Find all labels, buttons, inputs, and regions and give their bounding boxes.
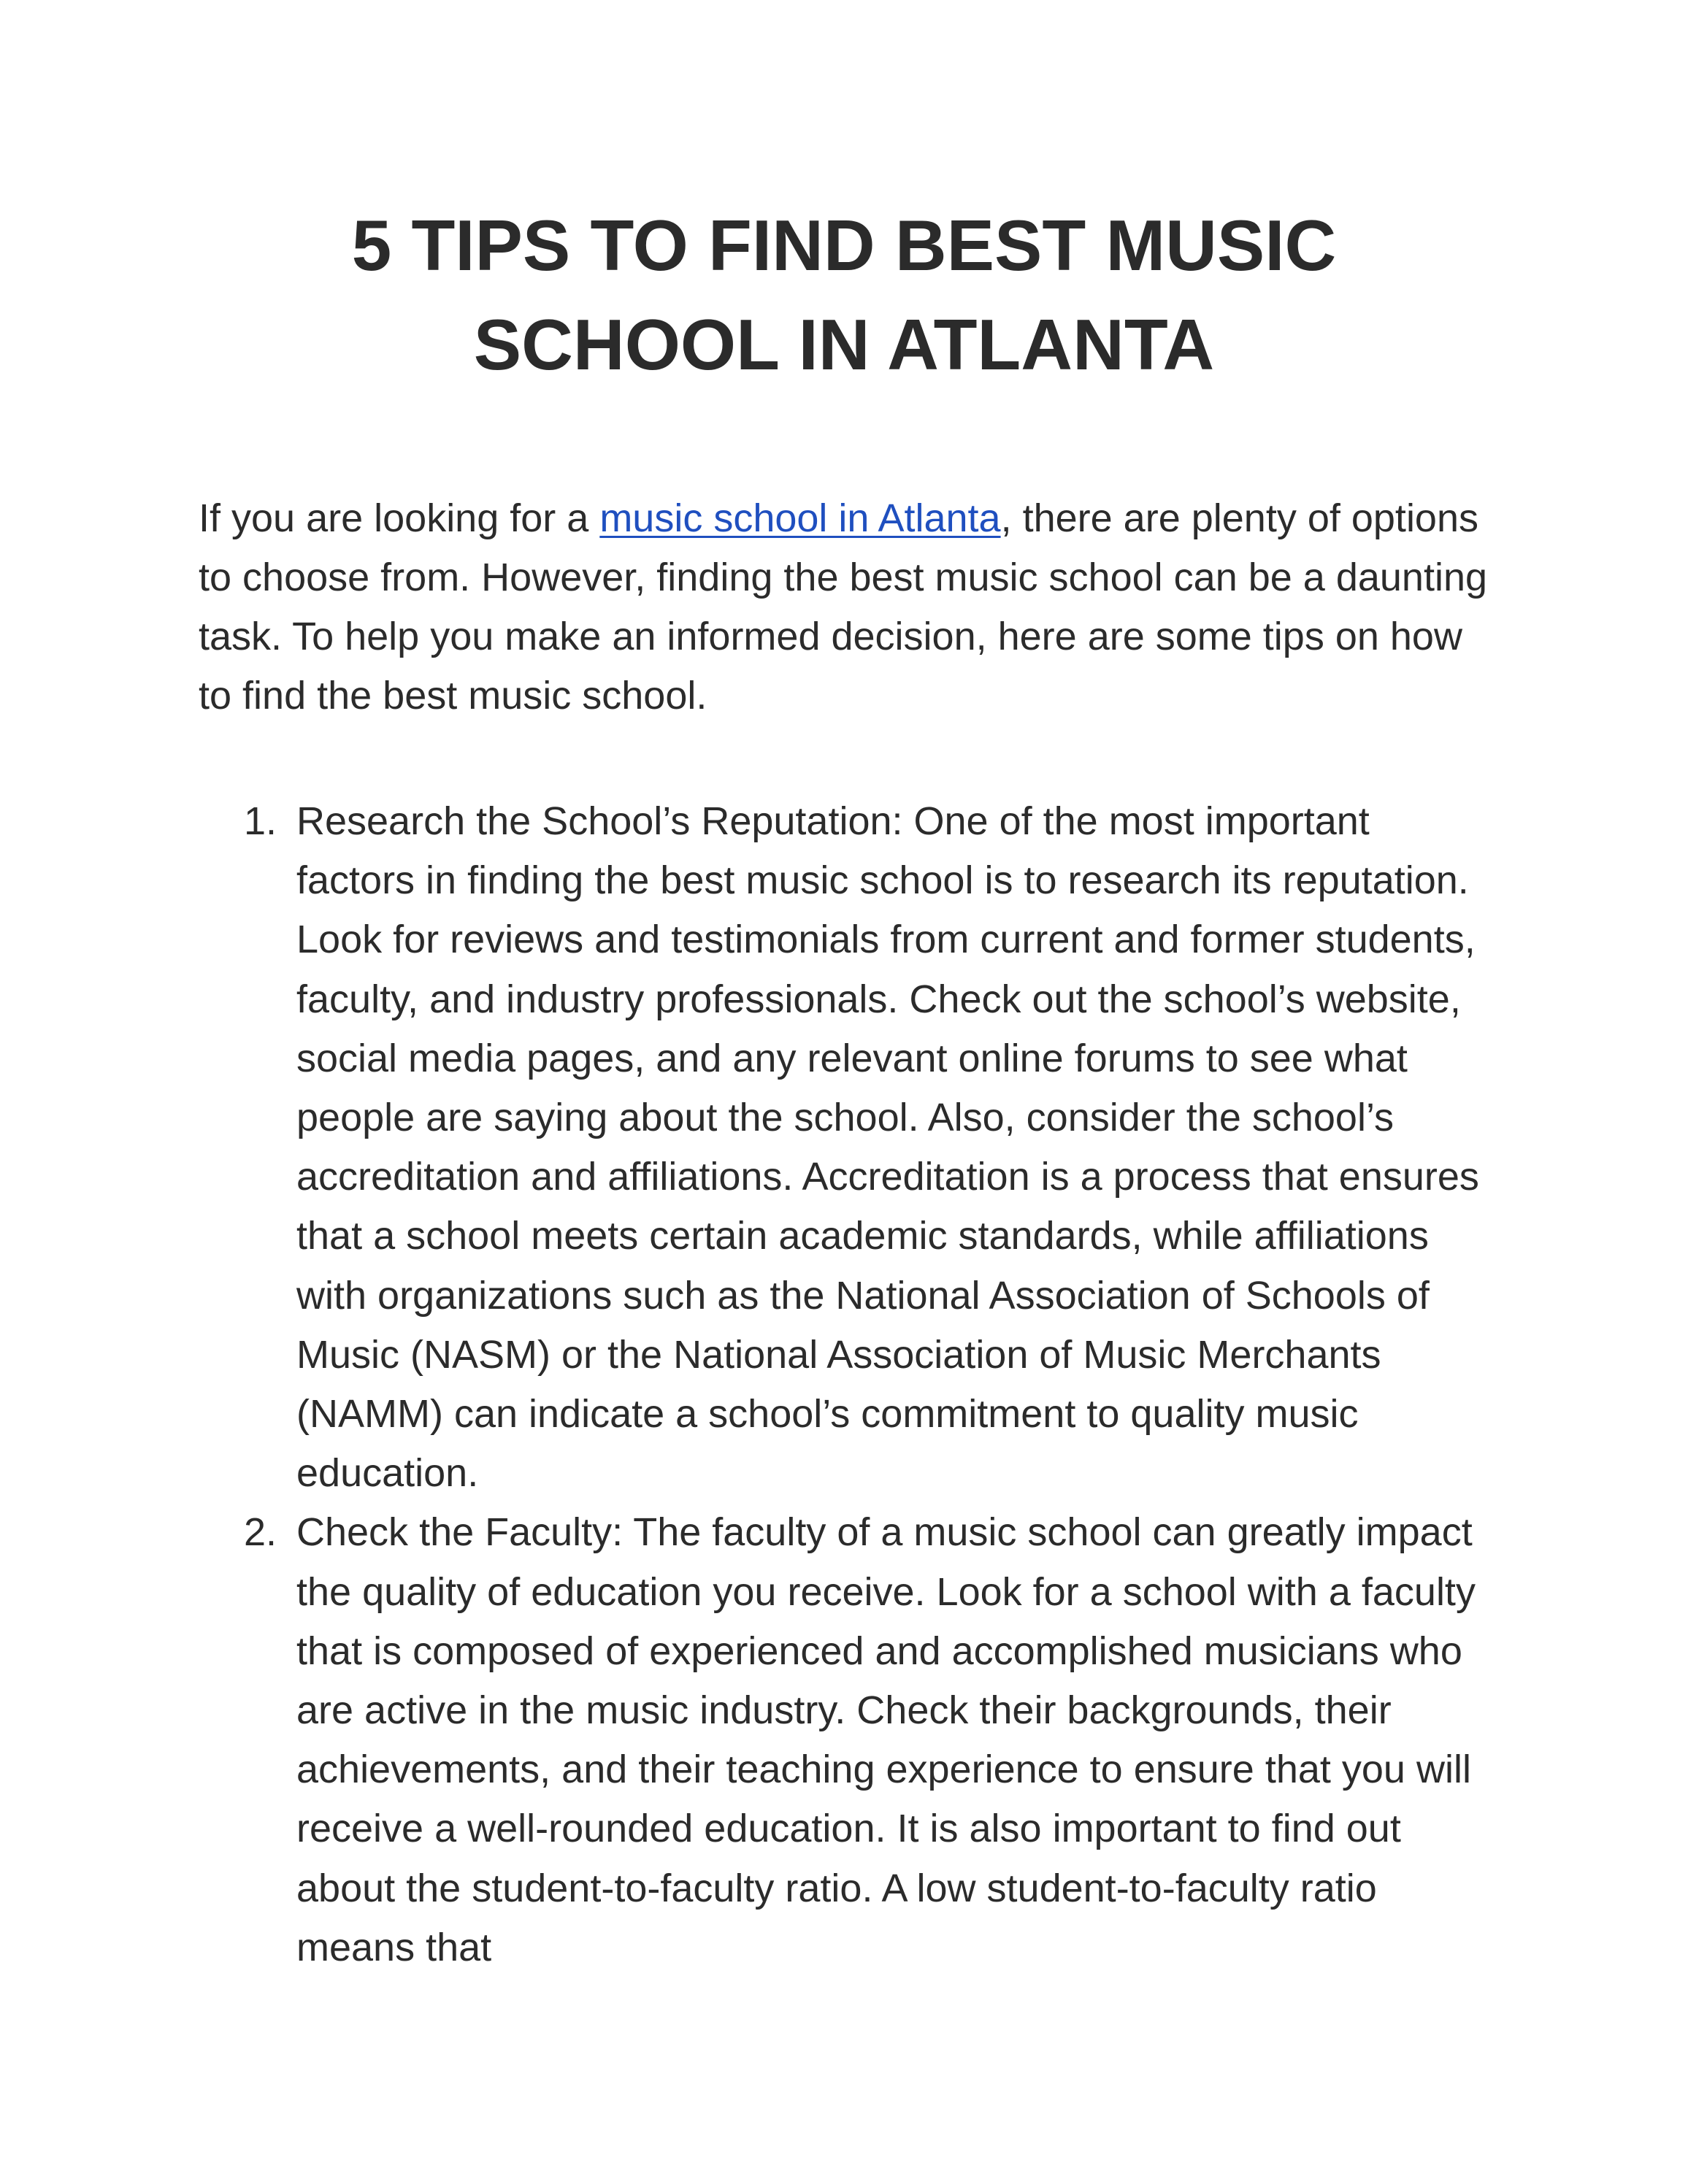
document-title: 5 TIPS TO FIND BEST MUSIC SCHOOL IN ATLANTA [351, 205, 1337, 385]
intro-text-before-link: If you are looking for a [199, 496, 600, 540]
intro-text-after-link: , there are plenty of options to choose from. However, finding the best music school can be a daunting task. To help you make an informed decision, here are some tips on how to find the best music school. [199, 496, 1488, 718]
tip-item [199, 792, 1498, 1503]
intro-paragraph [199, 489, 1498, 726]
tips-list [199, 792, 1498, 1977]
music-school-atlanta-link[interactable]: music school in Atlanta [599, 496, 1001, 540]
tip-number: 1. [244, 799, 277, 843]
tip-text: Research the School’s Reputation: One of the most important factors in finding the best music school is to research its reputation. Look for reviews and testimonials from current and former students, faculty, and industry professionals. Check out the school’s website, social media pages, and any relevant online forums to see what people are saying about the school. Also, consider the school’s accreditation and affiliations. Accreditation is a process that ensures that a school meets certain academic standards, while affiliations with organizations such as the National Association of Schools of Music (NASM) or the National Association of Music Merchants (NAMM) can indicate a school’s commitment to quality music education. [296, 799, 1479, 1496]
tip-text: Check the Faculty: The faculty of a music school can greatly impact the quality of education you receive. Look for a school with a faculty that is composed of experienced and accomplished musicians who are active in the music industry. Check their backgrounds, their achievements, and their teaching experience to ensure that you will receive a well-rounded education. It is also important to find out about the student-to-faculty ratio. A low student-to-faculty ratio means that [296, 1510, 1476, 1969]
tip-item [199, 1503, 1498, 1977]
tip-number: 2. [244, 1510, 277, 1555]
